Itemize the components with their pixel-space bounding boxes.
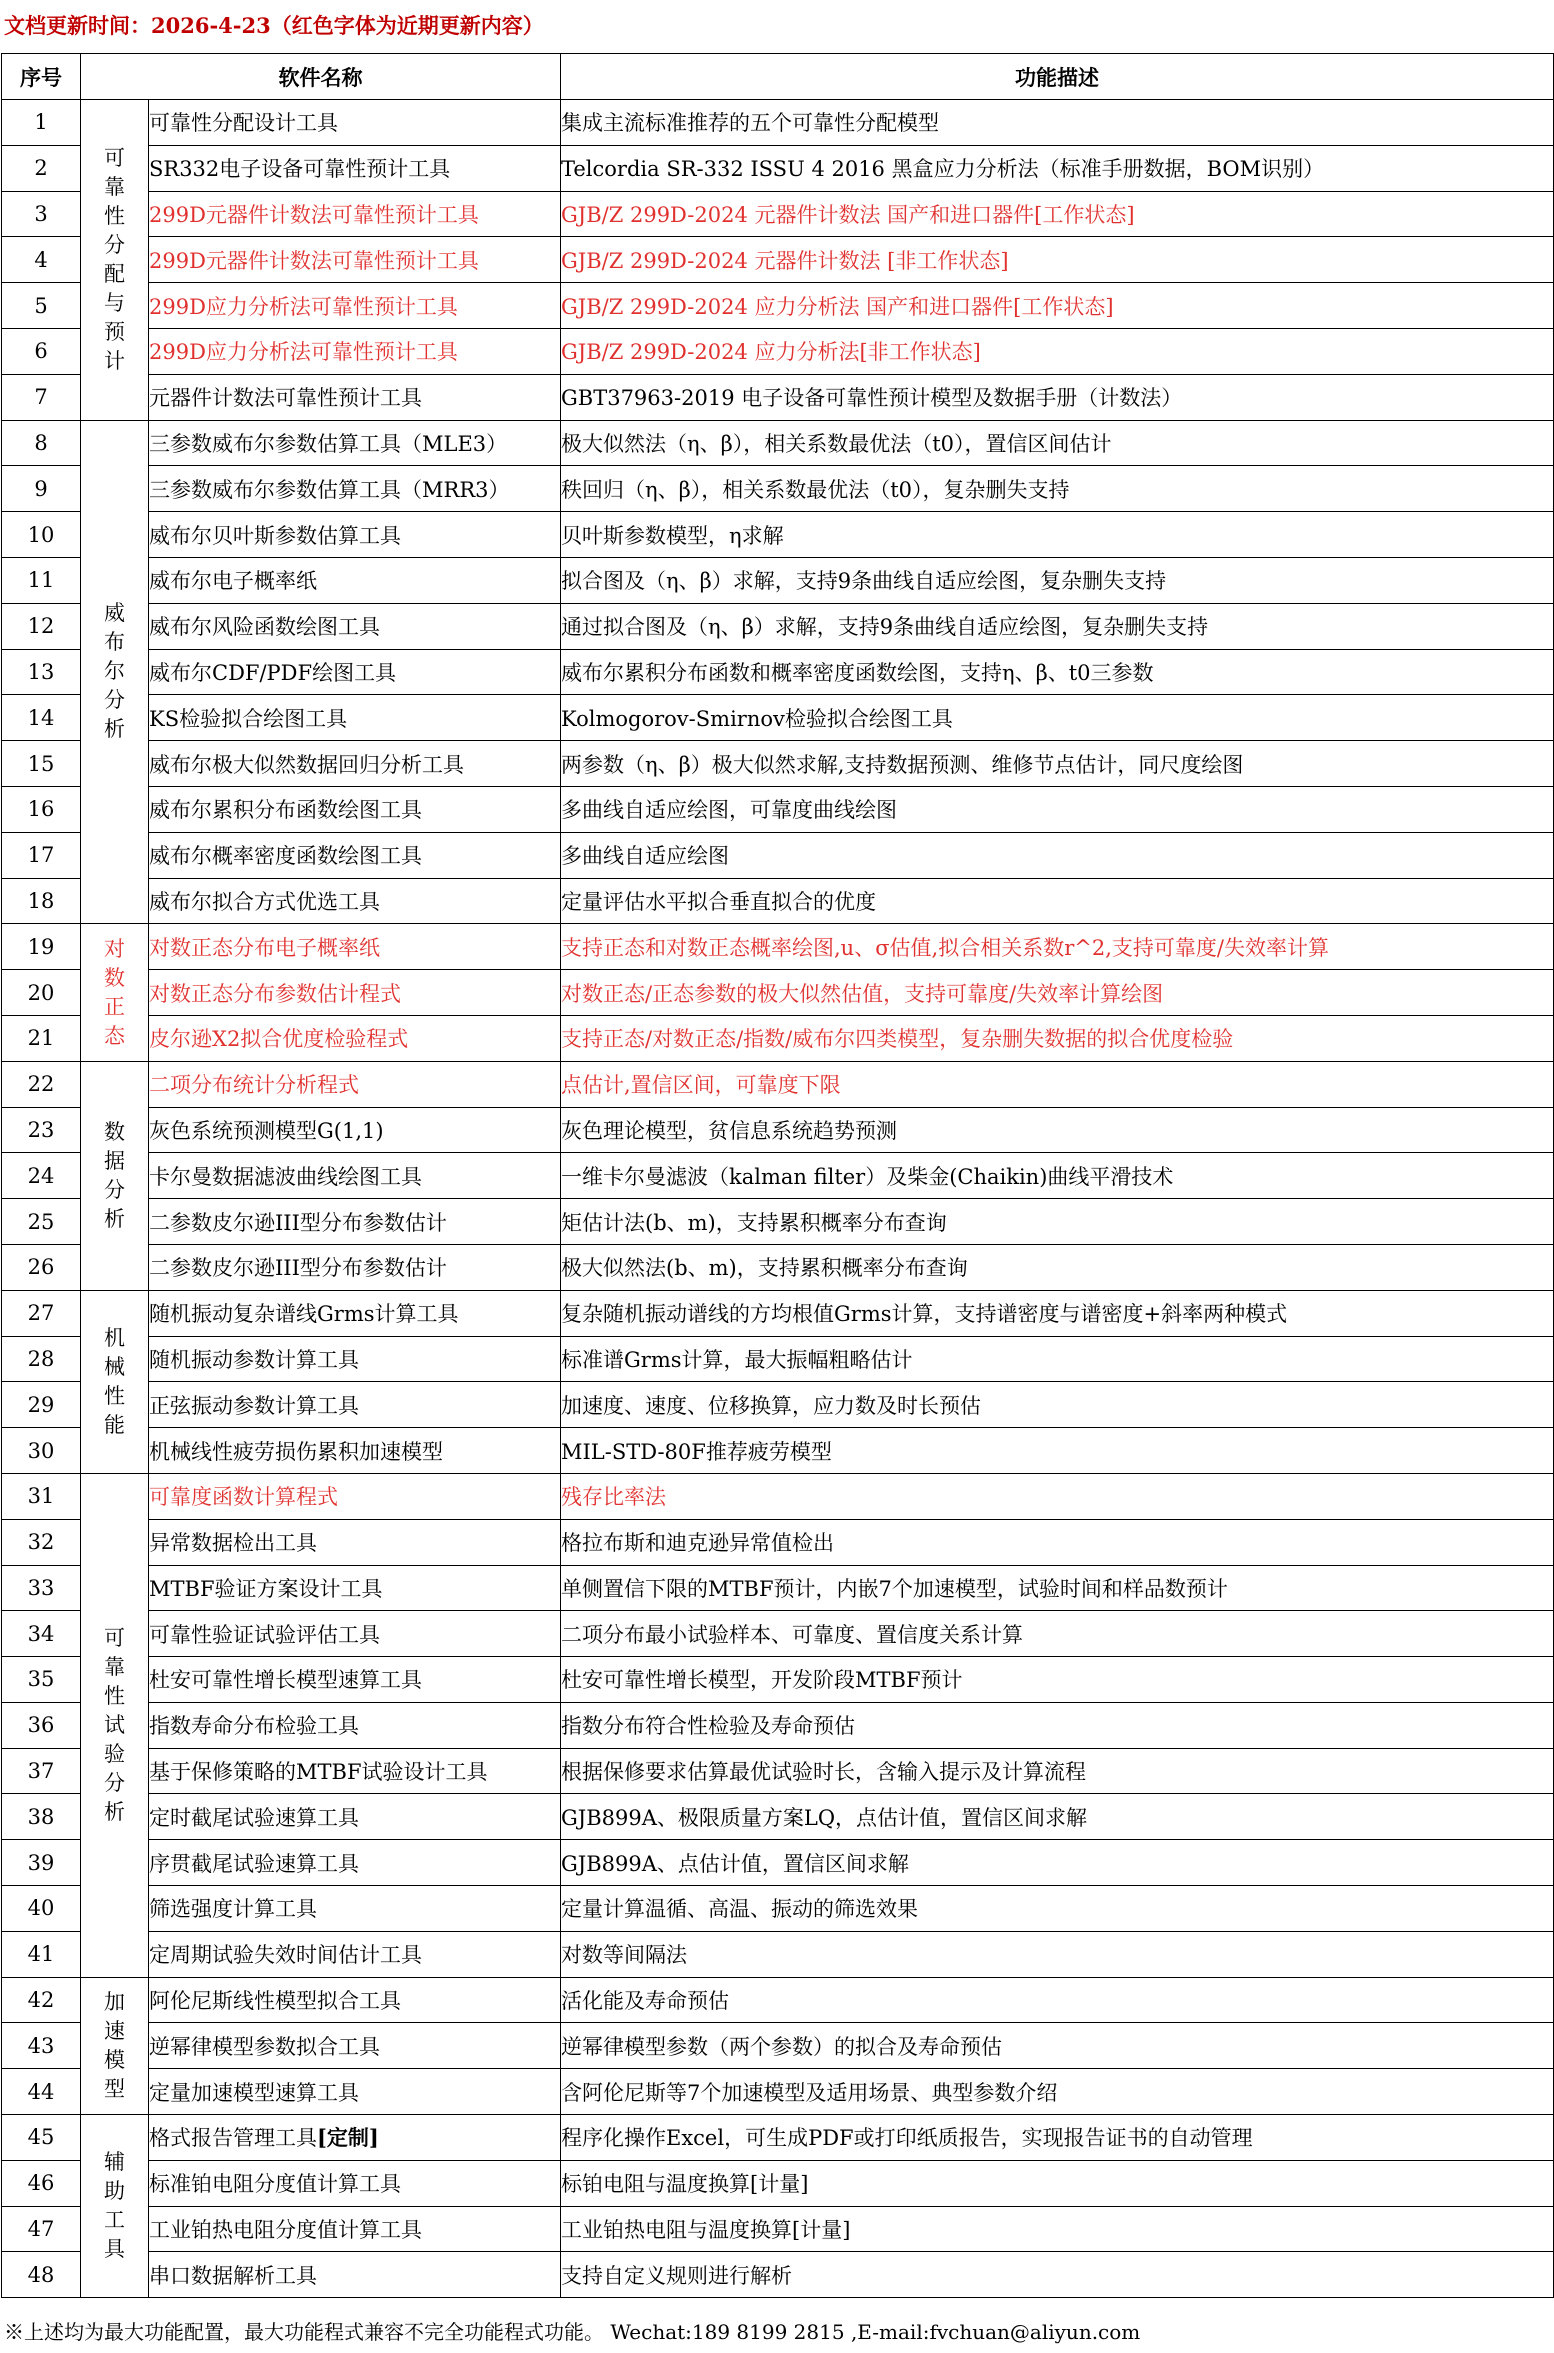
row-number: 11: [2, 557, 81, 603]
table-row: [2, 1794, 1554, 1840]
row-number: 17: [2, 832, 81, 878]
table-row: [2, 1657, 1554, 1703]
column-header-desc: 功能描述: [561, 54, 1554, 100]
table-row: [2, 420, 1554, 466]
row-number: 16: [2, 786, 81, 832]
table-row: [2, 1519, 1554, 1565]
function-description: 一维卡尔曼滤波（kalman filter）及柴金(Chaikin)曲线平滑技术: [561, 1153, 1554, 1199]
category-cell: [81, 1061, 149, 1290]
software-name-text: 可靠性分配设计工具: [149, 111, 338, 136]
software-name-text: 二参数皮尔逊III型分布参数估计: [149, 1210, 447, 1235]
software-name-text: 三参数威布尔参数估算工具（MLE3）: [149, 431, 508, 456]
software-name-text: 机械线性疲劳损伤累积加速模型: [149, 1439, 443, 1464]
function-description: Kolmogorov-Smirnov检验拟合绘图工具: [561, 695, 1554, 741]
row-number: 22: [2, 1061, 81, 1107]
software-name: [149, 603, 561, 649]
column-header-name: 软件名称: [81, 54, 561, 100]
function-description: 活化能及寿命预估: [561, 1977, 1554, 2023]
software-name: [149, 1931, 561, 1977]
function-description: Telcordia SR-332 ISSU 4 2016 黑盒应力分析法（标准手册数据，BOM识别）: [561, 145, 1554, 191]
software-name: [149, 1748, 561, 1794]
table-row: [2, 2252, 1554, 2298]
table-header-row: [2, 54, 1554, 100]
software-name-text: 可靠性验证试验评估工具: [149, 1622, 380, 1647]
software-name-text: 对数正态分布参数估计程式: [149, 981, 401, 1006]
table-row: [2, 557, 1554, 603]
software-name: [149, 2069, 561, 2115]
row-number: 48: [2, 2252, 81, 2298]
function-description: GJB899A、点估计值，置信区间求解: [561, 1840, 1554, 1886]
software-name-text: 串口数据解析工具: [149, 2263, 317, 2288]
row-number: 32: [2, 1519, 81, 1565]
software-name-text: 威布尔贝叶斯参数估算工具: [149, 523, 401, 548]
row-number: 33: [2, 1565, 81, 1611]
function-description: GJB/Z 299D-2024 应力分析法[非工作状态]: [561, 328, 1554, 374]
software-name: [149, 191, 561, 237]
software-name-text: 标准铂电阻分度值计算工具: [149, 2172, 401, 2197]
table-row: [2, 1244, 1554, 1290]
function-description: 格拉布斯和迪克逊异常值检出: [561, 1519, 1554, 1565]
software-name: [149, 1061, 561, 1107]
row-number: 30: [2, 1428, 81, 1474]
document-update-header: 文档更新时间：2026-4-23（红色字体为近期更新内容）: [4, 13, 544, 38]
function-description: 加速度、速度、位移换算，应力数及时长预估: [561, 1382, 1554, 1428]
software-name: [149, 1428, 561, 1474]
category-label: 可 靠 性 分 配 与 预 计: [104, 145, 125, 373]
row-number: 44: [2, 2069, 81, 2115]
software-name-text: 二项分布统计分析程式: [149, 1073, 359, 1098]
software-name-text: 定量加速模型速算工具: [149, 2080, 359, 2105]
function-description: 单侧置信下限的MTBF预计，内嵌7个加速模型，试验时间和样品数预计: [561, 1565, 1554, 1611]
function-description: 贝叶斯参数模型，η求解: [561, 512, 1554, 558]
software-name-text: 威布尔CDF/PDF绘图工具: [149, 660, 397, 685]
software-name: [149, 1702, 561, 1748]
row-number: 19: [2, 924, 81, 970]
table-row: [2, 1153, 1554, 1199]
row-number: 18: [2, 878, 81, 924]
row-number: 38: [2, 1794, 81, 1840]
table-row: [2, 649, 1554, 695]
software-name: [149, 145, 561, 191]
category-label: 辅 助 工 具: [104, 2150, 125, 2262]
software-name-text: 威布尔拟合方式优选工具: [149, 889, 380, 914]
row-number: 26: [2, 1244, 81, 1290]
table-row: [2, 1748, 1554, 1794]
software-name: [149, 1290, 561, 1336]
software-name: [149, 1107, 561, 1153]
software-name: [149, 237, 561, 283]
category-label: 机 械 性 能: [104, 1325, 125, 1437]
software-name-text: MTBF验证方案设计工具: [149, 1576, 383, 1601]
table-row: [2, 1473, 1554, 1519]
software-name: [149, 2160, 561, 2206]
row-number: 28: [2, 1336, 81, 1382]
category-cell: [81, 2115, 149, 2298]
table-row: [2, 1107, 1554, 1153]
row-number: 47: [2, 2206, 81, 2252]
software-name: [149, 786, 561, 832]
table-row: [2, 1428, 1554, 1474]
function-description: 矩估计法(b、m)，支持累积概率分布查询: [561, 1199, 1554, 1245]
software-name: [149, 512, 561, 558]
software-name-text: 299D应力分析法可靠性预计工具: [149, 294, 458, 319]
software-name-text: 灰色系统预测模型G(1,1): [149, 1118, 384, 1143]
function-description: 威布尔累积分布函数和概率密度函数绘图，支持η、β、t0三参数: [561, 649, 1554, 695]
table-row: [2, 832, 1554, 878]
function-description: 对数等间隔法: [561, 1931, 1554, 1977]
function-description: 支持正态和对数正态概率绘图,u、σ估值,拟合相关系数r^2,支持可靠度/失效率计算: [561, 924, 1554, 970]
row-number: 42: [2, 1977, 81, 2023]
software-name-text: 299D应力分析法可靠性预计工具: [149, 340, 458, 365]
software-name: [149, 1336, 561, 1382]
row-number: 34: [2, 1611, 81, 1657]
function-description: 二项分布最小试验样本、可靠度、置信度关系计算: [561, 1611, 1554, 1657]
software-name-text: 序贯截尾试验速算工具: [149, 1851, 359, 1876]
row-number: 29: [2, 1382, 81, 1428]
row-number: 15: [2, 741, 81, 787]
category-label: 可 靠 性 试 验 分 析: [104, 1625, 125, 1824]
table-row: [2, 2023, 1554, 2069]
function-description: GJB/Z 299D-2024 元器件计数法 [非工作状态]: [561, 237, 1554, 283]
table-row: [2, 970, 1554, 1016]
row-number: 3: [2, 191, 81, 237]
function-description: 对数正态/正态参数的极大似然估值，支持可靠度/失效率计算绘图: [561, 970, 1554, 1016]
row-number: 35: [2, 1657, 81, 1703]
category-cell: [81, 420, 149, 924]
row-number: 2: [2, 145, 81, 191]
software-name: [149, 2206, 561, 2252]
software-name: [149, 1015, 561, 1061]
software-name: [149, 1840, 561, 1886]
row-number: 7: [2, 374, 81, 420]
software-name-text: 阿伦尼斯线性模型拟合工具: [149, 1989, 401, 2014]
software-name: [149, 100, 561, 146]
function-description: MIL-STD-80F推荐疲劳模型: [561, 1428, 1554, 1474]
software-name-text: 威布尔风险函数绘图工具: [149, 615, 380, 640]
table-row: [2, 924, 1554, 970]
table-row: [2, 1931, 1554, 1977]
row-number: 46: [2, 2160, 81, 2206]
software-name: [149, 1244, 561, 1290]
software-name: [149, 1153, 561, 1199]
function-description: 标准谱Grms计算，最大振幅粗略估计: [561, 1336, 1554, 1382]
software-name: [149, 328, 561, 374]
software-name-text: 工业铂热电阻分度值计算工具: [149, 2218, 422, 2243]
table-row: [2, 1886, 1554, 1932]
software-name-text: 随机振动参数计算工具: [149, 1347, 359, 1372]
function-description: 杜安可靠性增长模型，开发阶段MTBF预计: [561, 1657, 1554, 1703]
software-name-text: 杜安可靠性增长模型速算工具: [149, 1668, 422, 1693]
table-row: [2, 603, 1554, 649]
table-row: [2, 2069, 1554, 2115]
category-label: 对 数 正 态: [104, 936, 125, 1048]
function-description: 两参数（η、β）极大似然求解,支持数据预测、维修节点估计，同尺度绘图: [561, 741, 1554, 787]
table-row: [2, 1061, 1554, 1107]
table-row: [2, 741, 1554, 787]
function-description: 拟合图及（η、β）求解，支持9条曲线自适应绘图，复杂删失支持: [561, 557, 1554, 603]
table-row: [2, 145, 1554, 191]
software-name: [149, 2115, 561, 2161]
table-row: [2, 466, 1554, 512]
software-name: [149, 741, 561, 787]
function-description: 支持自定义规则进行解析: [561, 2252, 1554, 2298]
row-number: 25: [2, 1199, 81, 1245]
table-row: [2, 2160, 1554, 2206]
table-row: [2, 2206, 1554, 2252]
software-name-text: 逆幂律模型参数拟合工具: [149, 2034, 380, 2059]
software-name-text: 皮尔逊X2拟合优度检验程式: [149, 1027, 409, 1052]
function-description: 集成主流标准推荐的五个可靠性分配模型: [561, 100, 1554, 146]
footer-note: ※上述均为最大功能配置，最大功能程式兼容不完全功能程式功能。 Wechat:189 8199 2815 ,E-mail:fvchuan@aliyun.com: [4, 2320, 1141, 2344]
software-name: [149, 420, 561, 466]
row-number: 13: [2, 649, 81, 695]
software-name: [149, 374, 561, 420]
row-number: 14: [2, 695, 81, 741]
function-description: 极大似然法(b、m)，支持累积概率分布查询: [561, 1244, 1554, 1290]
software-name-text: 定时截尾试验速算工具: [149, 1805, 359, 1830]
function-description: GJB/Z 299D-2024 应力分析法 国产和进口器件[工作状态]: [561, 283, 1554, 329]
row-number: 4: [2, 237, 81, 283]
function-description: 定量评估水平拟合垂直拟合的优度: [561, 878, 1554, 924]
function-description: 支持正态/对数正态/指数/威布尔四类模型，复杂删失数据的拟合优度检验: [561, 1015, 1554, 1061]
function-description: 根据保修要求估算最优试验时长，含输入提示及计算流程: [561, 1748, 1554, 1794]
software-name-text: 元器件计数法可靠性预计工具: [149, 386, 422, 411]
function-description: GJB/Z 299D-2024 元器件计数法 国产和进口器件[工作状态]: [561, 191, 1554, 237]
software-name: [149, 1886, 561, 1932]
software-name-text: 指数寿命分布检验工具: [149, 1714, 359, 1739]
table-row: [2, 374, 1554, 420]
function-description: 定量计算温循、高温、振动的筛选效果: [561, 1886, 1554, 1932]
software-name: [149, 649, 561, 695]
row-number: 31: [2, 1473, 81, 1519]
software-name: [149, 970, 561, 1016]
software-name: [149, 1657, 561, 1703]
function-description: 点估计,置信区间，可靠度下限: [561, 1061, 1554, 1107]
table-row: [2, 695, 1554, 741]
function-description: 含阿伦尼斯等7个加速模型及适用场景、典型参数介绍: [561, 2069, 1554, 2115]
row-number: 36: [2, 1702, 81, 1748]
row-number: 8: [2, 420, 81, 466]
row-number: 9: [2, 466, 81, 512]
function-description: 多曲线自适应绘图，可靠度曲线绘图: [561, 786, 1554, 832]
custom-badge: [定制]: [317, 2125, 379, 2151]
table-row: [2, 2115, 1554, 2161]
software-name: [149, 1473, 561, 1519]
software-name: [149, 878, 561, 924]
software-name-text: 威布尔概率密度函数绘图工具: [149, 844, 422, 869]
table-row: [2, 1290, 1554, 1336]
table-row: [2, 1565, 1554, 1611]
table-row: [2, 283, 1554, 329]
table-row: [2, 1199, 1554, 1245]
table-row: [2, 1702, 1554, 1748]
function-description: 残存比率法: [561, 1473, 1554, 1519]
table-row: [2, 237, 1554, 283]
software-name-text: 正弦振动参数计算工具: [149, 1393, 359, 1418]
category-cell: [81, 100, 149, 421]
row-number: 1: [2, 100, 81, 146]
row-number: 5: [2, 283, 81, 329]
row-number: 37: [2, 1748, 81, 1794]
software-name-text: KS检验拟合绘图工具: [149, 706, 348, 731]
software-name-text: 可靠度函数计算程式: [149, 1485, 338, 1510]
software-table: [1, 53, 1554, 2298]
software-name: [149, 1519, 561, 1565]
software-name-text: 299D元器件计数法可靠性预计工具: [149, 202, 479, 227]
row-number: 41: [2, 1931, 81, 1977]
category-label: 威 布 尔 分 析: [104, 601, 125, 742]
software-name: [149, 2252, 561, 2298]
column-header-seq: 序号: [2, 54, 81, 100]
row-number: 24: [2, 1153, 81, 1199]
row-number: 43: [2, 2023, 81, 2069]
table-row: [2, 328, 1554, 374]
row-number: 45: [2, 2115, 81, 2161]
table-row: [2, 878, 1554, 924]
function-description: 灰色理论模型，贫信息系统趋势预测: [561, 1107, 1554, 1153]
row-number: 27: [2, 1290, 81, 1336]
category-label: 数 据 分 析: [104, 1119, 125, 1231]
table-row: [2, 1977, 1554, 2023]
software-name: [149, 557, 561, 603]
function-description: 逆幂律模型参数（两个参数）的拟合及寿命预估: [561, 2023, 1554, 2069]
software-name-text: 威布尔电子概率纸: [149, 569, 317, 594]
row-number: 10: [2, 512, 81, 558]
software-name-text: 威布尔累积分布函数绘图工具: [149, 798, 422, 823]
software-name: [149, 1565, 561, 1611]
row-number: 39: [2, 1840, 81, 1886]
function-description: 秩回归（η、β），相关系数最优法（t0），复杂删失支持: [561, 466, 1554, 512]
row-number: 6: [2, 328, 81, 374]
software-name-text: 基于保修策略的MTBF试验设计工具: [149, 1760, 488, 1785]
row-number: 21: [2, 1015, 81, 1061]
category-cell: [81, 1977, 149, 2114]
table-row: [2, 191, 1554, 237]
software-name: [149, 1611, 561, 1657]
software-name-text: 筛选强度计算工具: [149, 1897, 317, 1922]
function-description: GJB899A、极限质量方案LQ，点估计值，置信区间求解: [561, 1794, 1554, 1840]
category-cell: [81, 1473, 149, 1977]
software-name-text: 随机振动复杂谱线Grms计算工具: [149, 1302, 459, 1327]
function-description: 复杂随机振动谱线的方均根值Grms计算，支持谱密度与谱密度+斜率两种模式: [561, 1290, 1554, 1336]
function-description: 程序化操作Excel，可生成PDF或打印纸质报告，实现报告证书的自动管理: [561, 2115, 1554, 2161]
software-name: [149, 283, 561, 329]
software-name: [149, 1794, 561, 1840]
software-name: [149, 924, 561, 970]
software-name-text: 299D元器件计数法可靠性预计工具: [149, 248, 479, 273]
software-name: [149, 832, 561, 878]
software-name-text: 对数正态分布电子概率纸: [149, 935, 380, 960]
function-description: GBT37963-2019 电子设备可靠性预计模型及数据手册（计数法）: [561, 374, 1554, 420]
software-name-text: 三参数威布尔参数估算工具（MRR3）: [149, 477, 510, 502]
software-name-text: 卡尔曼数据滤波曲线绘图工具: [149, 1164, 422, 1189]
software-name: [149, 1382, 561, 1428]
software-name: [149, 1977, 561, 2023]
row-number: 40: [2, 1886, 81, 1932]
function-description: 指数分布符合性检验及寿命预估: [561, 1702, 1554, 1748]
function-description: 极大似然法（η、β），相关系数最优法（t0），置信区间估计: [561, 420, 1554, 466]
software-name-text: 格式报告管理工具: [149, 2126, 317, 2151]
table-row: [2, 1611, 1554, 1657]
function-description: 工业铂热电阻与温度换算[计量]: [561, 2206, 1554, 2252]
table-row: [2, 512, 1554, 558]
function-description: 标铂电阻与温度换算[计量]: [561, 2160, 1554, 2206]
software-name-text: 威布尔极大似然数据回归分析工具: [149, 752, 464, 777]
software-name-text: 异常数据检出工具: [149, 1531, 317, 1556]
row-number: 12: [2, 603, 81, 649]
table-row: [2, 1840, 1554, 1886]
software-name-text: SR332电子设备可靠性预计工具: [149, 157, 451, 182]
category-cell: [81, 1290, 149, 1473]
row-number: 20: [2, 970, 81, 1016]
function-description: 通过拟合图及（η、β）求解，支持9条曲线自适应绘图，复杂删失支持: [561, 603, 1554, 649]
function-description: 多曲线自适应绘图: [561, 832, 1554, 878]
table-row: [2, 1015, 1554, 1061]
category-label: 加 速 模 型: [104, 1989, 125, 2101]
software-name-text: 二参数皮尔逊III型分布参数估计: [149, 1256, 447, 1281]
table-row: [2, 1336, 1554, 1382]
software-name: [149, 695, 561, 741]
table-row: [2, 1382, 1554, 1428]
software-name: [149, 466, 561, 512]
category-cell: [81, 924, 149, 1061]
software-name: [149, 2023, 561, 2069]
table-row: [2, 100, 1554, 146]
software-name: [149, 1199, 561, 1245]
row-number: 23: [2, 1107, 81, 1153]
table-row: [2, 786, 1554, 832]
software-name-text: 定周期试验失效时间估计工具: [149, 1943, 422, 1968]
